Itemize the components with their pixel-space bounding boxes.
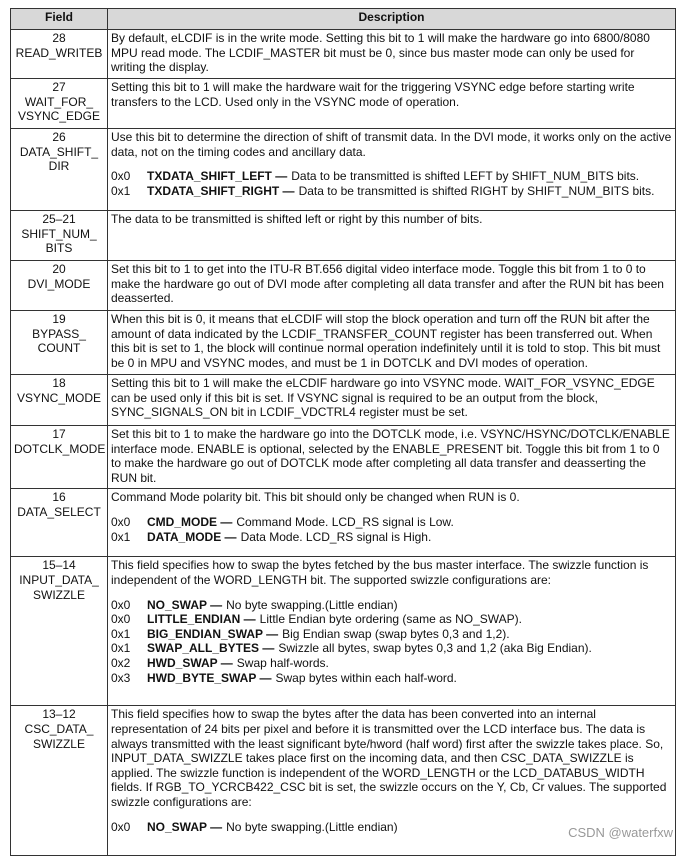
option-item	[111, 641, 672, 656]
field-cell	[11, 211, 108, 261]
description-text: By default, eLCDIF is in the write mode. Setting this bit to 1 will make the hardware go into 6800/8080 MPU read mode. The LCDIF_MASTER bit must be 0, since bus master mode can only be used for writing the display.	[111, 31, 650, 75]
field-bits: 16	[52, 490, 66, 505]
description-cell	[108, 261, 676, 311]
option-name: HWD_BYTE_SWAP —	[147, 670, 272, 685]
field-name: DVI_MODE	[27, 276, 91, 291]
option-text: Little Endian byte ordering (same as NO_SWAP).	[259, 612, 523, 627]
table-row	[11, 30, 676, 79]
option-text: Swap half-words.	[236, 655, 329, 670]
description-header: Description	[108, 9, 676, 30]
field-cell	[11, 489, 108, 557]
option-text: Data to be transmitted is shifted LEFT by SHIFT_NUM_BITS bits.	[291, 169, 640, 184]
description-text: Use this bit to determine the direction of shift of transmit data. In the DVI mode, it works only on the active data, not on the timing codes and ancillary data.	[111, 130, 672, 159]
field-bits: 27	[52, 80, 66, 94]
description-cell	[108, 211, 676, 261]
table-row	[11, 261, 676, 311]
option-name: CMD_MODE —	[147, 514, 233, 529]
option-text: Swizzle all bytes, swap bytes 0,3 and 1,2 (aka Big Endian).	[278, 641, 592, 656]
description-cell	[108, 79, 676, 129]
table-row	[11, 79, 676, 129]
option-name: SWAP_ALL_BYTES —	[147, 641, 275, 656]
option-value: 0x1	[111, 641, 131, 656]
field-bits: 25–21	[42, 212, 76, 226]
option-name: NO_SWAP —	[147, 597, 223, 612]
option-list	[111, 169, 672, 198]
description-text: The data to be transmitted is shifted left or right by this number of bits.	[111, 212, 483, 226]
description-text: This field specifies how to swap the bytes after the data has been converted into an internal representation of 24 bits per pixel and before it is transmitted over the LCD interface bus. The data is always transmitted with the least significant byte/hword (half word) first after the swizzle takes place. So, INPUT_DATA_SWIZZLE takes place first on the incoming data, and then CSC_DATA_SWIZZLE is applied. The swizzle function is independent of the WORD_LENGTH or the LCD_DATABUS_WIDTH fields. If RGB_TO_YCRCB422_CSC bit is set, the swizzle occurs on the Y, Cb, Cr values. The supported swizzle configurations are:	[111, 707, 667, 809]
option-value: 0x3	[111, 670, 131, 685]
option-value: 0x2	[111, 655, 131, 670]
table-row	[11, 375, 676, 426]
field-header: Field	[11, 9, 108, 30]
option-value: 0x0	[111, 597, 131, 612]
option-value: 0x1	[111, 529, 131, 544]
option-item	[111, 656, 672, 671]
field-bits: 20	[52, 262, 66, 276]
field-name: INPUT_DATA_ SWIZZLE	[19, 572, 99, 602]
option-name: LITTLE_ENDIAN —	[147, 612, 256, 627]
description-cell	[108, 30, 676, 79]
field-bits: 13–12	[42, 707, 76, 722]
option-value: 0x1	[111, 183, 131, 198]
field-name: READ_WRITEB	[15, 45, 103, 60]
option-name: NO_SWAP —	[147, 819, 223, 834]
description-text: Set this bit to 1 to get into the ITU-R BT.656 digital video interface mode. Toggle this bit from 1 to 0 to make the hardware go out of DVI mode after completing all data transfer and after the RUN bit has been deasserted.	[111, 262, 664, 306]
option-name: TXDATA_SHIFT_LEFT —	[147, 169, 288, 184]
field-cell	[11, 706, 108, 856]
field-name: SHIFT_NUM_ BITS	[21, 226, 97, 256]
option-item	[111, 530, 672, 545]
description-cell	[108, 375, 676, 426]
option-value: 0x0	[111, 169, 131, 184]
option-list	[111, 598, 672, 686]
field-name: BYPASS_ COUNT	[32, 326, 86, 356]
description-text: Command Mode polarity bit. This bit should only be changed when RUN is 0.	[111, 490, 520, 505]
option-text: Command Mode. LCD_RS signal is Low.	[236, 514, 454, 529]
field-name: DATA_SELECT	[17, 504, 101, 519]
option-item	[111, 627, 672, 642]
description-cell	[108, 129, 676, 211]
option-value: 0x1	[111, 626, 131, 641]
table-row	[11, 129, 676, 211]
field-bits: 26	[52, 130, 66, 144]
description-cell	[108, 311, 676, 375]
option-item	[111, 184, 672, 199]
description-cell	[108, 557, 676, 706]
option-value: 0x0	[111, 819, 131, 834]
field-name: WAIT_FOR_ VSYNC_EDGE	[17, 94, 101, 124]
field-cell	[11, 557, 108, 706]
register-field-table	[10, 8, 676, 856]
field-name: DATA_SHIFT_ DIR	[19, 144, 99, 174]
field-name: DOTCLK_MODE	[14, 441, 106, 456]
option-text: Swap bytes within each half-word.	[275, 670, 457, 685]
option-name: BIG_ENDIAN_SWAP —	[147, 626, 279, 641]
field-cell	[11, 375, 108, 426]
option-text: Data Mode. LCD_RS signal is High.	[240, 529, 432, 544]
field-bits: 18	[52, 376, 66, 390]
field-bits: 28	[52, 31, 66, 45]
description-text: Setting this bit to 1 will make the hardware wait for the triggering VSYNC edge before starting write transfers to the LCD. Used only in the VSYNC mode of operation.	[111, 80, 635, 109]
field-cell	[11, 129, 108, 211]
option-list	[111, 515, 672, 544]
field-cell	[11, 261, 108, 311]
field-bits: 19	[52, 312, 66, 326]
table-row	[11, 211, 676, 261]
field-bits: 15–14	[42, 558, 76, 573]
option-value: 0x0	[111, 612, 131, 627]
description-text: Set this bit to 1 to make the hardware go into the DOTCLK mode, i.e. VSYNC/HSYNC/DOTCLK/ENABLE interface mode. ENABLE is optional, selected by the ENABLE_PRESENT bit. Toggle this bit from 1 to 0 to make the hardware go out of DOTCLK mode after completing all data transfer and deasserting the RUN bit.	[111, 427, 670, 485]
description-text: Setting this bit to 1 will make the eLCDIF hardware go into VSYNC mode. WAIT_FOR_VSYNC_EDGE can be used only if this bit is set. If VSYNC signal is required to be an output from the block, SYNC_SIGNALS_ON bit in LCDIF_VDCTRL4 register must be set.	[111, 376, 655, 420]
option-name: TXDATA_SHIFT_RIGHT —	[147, 183, 295, 198]
option-text: Data to be transmitted is shifted RIGHT by SHIFT_NUM_BITS bits.	[298, 183, 655, 198]
option-name: HWD_SWAP —	[147, 655, 233, 670]
option-item	[111, 612, 672, 627]
description-cell	[108, 489, 676, 557]
option-item	[111, 515, 672, 530]
table-row	[11, 557, 676, 706]
field-name: VSYNC_MODE	[16, 390, 102, 405]
table-row	[11, 489, 676, 557]
option-name: DATA_MODE —	[147, 529, 237, 544]
watermark: CSDN @waterfxw	[568, 825, 673, 840]
field-bits: 17	[52, 427, 66, 441]
description-text: This field specifies how to swap the bytes fetched by the bus master interface. The swizzle function is independent of the WORD_LENGTH bit. The supported swizzle configurations are:	[111, 558, 649, 587]
description-text: When this bit is 0, it means that eLCDIF will stop the block operation and turn off the RUN bit after the amount of data indicated by the LCDIF_TRANSFER_COUNT register has been transferred out. When this bit is set to 1, the block will continue normal operation indefinitely until it is told to stop. This bit must be 0 in MPU and VSYNC modes, and must be 1 in DOTCLK and DVI modes of operation.	[111, 312, 661, 370]
field-cell	[11, 30, 108, 79]
option-text: No byte swapping.(Little endian)	[226, 597, 398, 612]
field-cell	[11, 79, 108, 129]
option-text: Big Endian swap (swap bytes 0,3 and 1,2).	[282, 626, 510, 641]
field-name: CSC_DATA_ SWIZZLE	[24, 721, 94, 751]
option-item	[111, 671, 672, 686]
option-item	[111, 169, 672, 184]
description-cell	[108, 426, 676, 489]
table-row	[11, 426, 676, 489]
field-cell	[11, 311, 108, 375]
field-cell	[11, 426, 108, 489]
table-row	[11, 311, 676, 375]
option-text: No byte swapping.(Little endian)	[226, 819, 398, 834]
option-item	[111, 598, 672, 613]
option-value: 0x0	[111, 514, 131, 529]
